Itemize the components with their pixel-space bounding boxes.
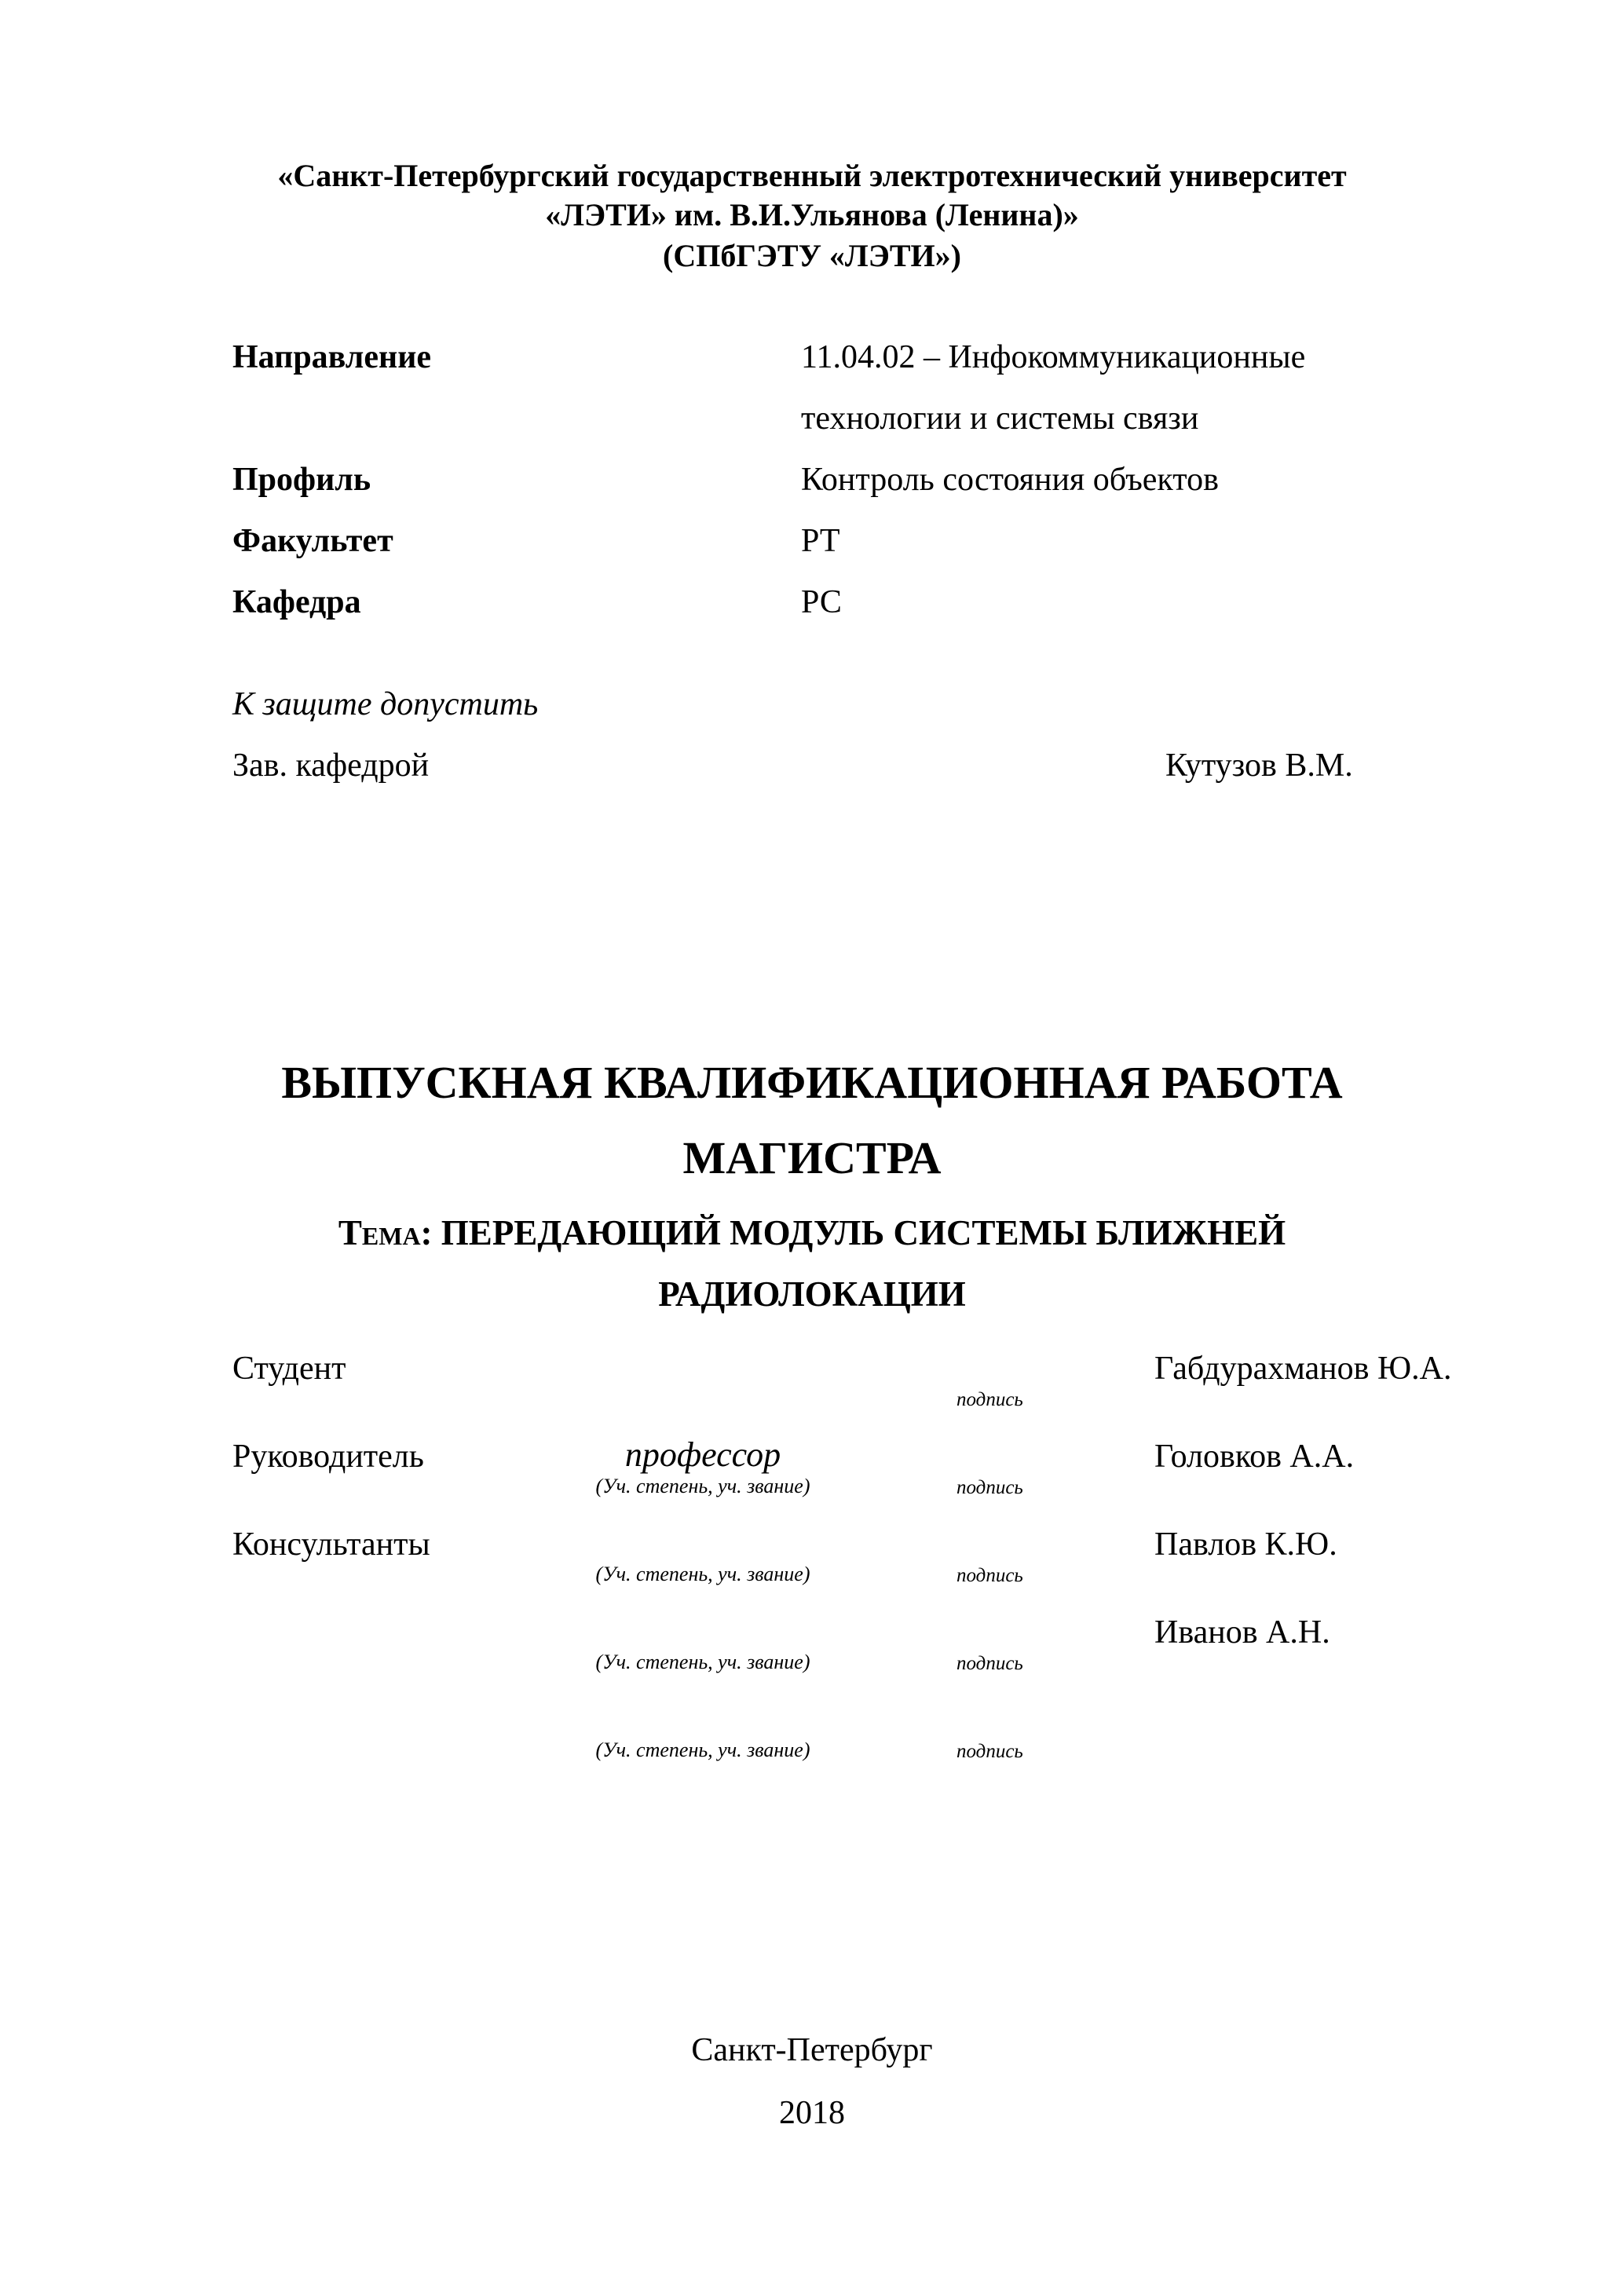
consultant1-signature-caption: подпись — [956, 1565, 1023, 1586]
faculty-label: Факультет — [232, 523, 393, 559]
profile-value: Контроль состояния объектов — [801, 462, 1219, 498]
consultant1-degree-caption: (Уч. степень, уч. звание) — [595, 1563, 810, 1585]
direction-label: Направление — [232, 339, 432, 375]
supervisor-degree-caption: (Уч. степень, уч. звание) — [595, 1475, 810, 1497]
thesis-topic-line1 — [0, 1211, 1624, 1255]
consultant2-degree-caption: (Уч. степень, уч. звание) — [595, 1651, 810, 1673]
direction-value-line2: технологии и системы связи — [801, 400, 1199, 437]
topic-word: Тема: — [338, 1213, 433, 1252]
university-abbreviation: (СПбГЭТУ «ЛЭТИ») — [663, 238, 961, 273]
footer-city: Санкт-Петербург — [691, 2032, 933, 2068]
supervisor-label: Руководитель — [232, 1439, 424, 1475]
consultant1-name: Павлов К.Ю. — [1154, 1526, 1337, 1563]
supervisor-degree: профессор — [624, 1435, 781, 1474]
head-of-department-name: Кутузов В.М. — [1165, 748, 1353, 784]
department-label: Кафедра — [232, 584, 361, 620]
consultant3-signature-caption: подпись — [956, 1741, 1023, 1762]
consultants-label: Консультанты — [232, 1526, 430, 1563]
consultant2-name: Иванов А.Н. — [1154, 1614, 1330, 1651]
footer-year: 2018 — [779, 2095, 845, 2131]
consultant2-signature-caption: подпись — [956, 1653, 1023, 1674]
student-name: Габдурахманов Ю.А. — [1154, 1351, 1452, 1387]
thesis-title-line2: МАГИСТРА — [682, 1132, 942, 1183]
university-name-line2: «ЛЭТИ» им. В.И.Ульянова (Ленина)» — [545, 197, 1079, 232]
university-name-line1: «Санкт-Петербургский государственный электротехнический университет — [277, 158, 1347, 193]
admit-to-defense: К защите допустить — [232, 686, 539, 722]
profile-label: Профиль — [232, 462, 371, 498]
head-of-department-label: Зав. кафедрой — [232, 748, 430, 784]
department-value: РС — [801, 584, 842, 620]
topic-text-line1: ПЕРЕДАЮЩИЙ МОДУЛЬ СИСТЕМЫ БЛИЖНЕЙ — [441, 1213, 1286, 1252]
thesis-topic-line2: РАДИОЛОКАЦИИ — [658, 1274, 966, 1314]
student-label: Студент — [232, 1351, 346, 1387]
faculty-value: РТ — [801, 523, 840, 559]
consultant3-degree-caption: (Уч. степень, уч. звание) — [595, 1738, 810, 1761]
direction-value-line1: 11.04.02 – Инфокоммуникационные — [801, 339, 1306, 375]
supervisor-signature-caption: подпись — [956, 1477, 1023, 1498]
thesis-title-line1: ВЫПУСКНАЯ КВАЛИФИКАЦИОННАЯ РАБОТА — [281, 1057, 1343, 1108]
student-signature-caption: подпись — [956, 1389, 1023, 1410]
supervisor-name: Головков А.А. — [1154, 1439, 1355, 1475]
